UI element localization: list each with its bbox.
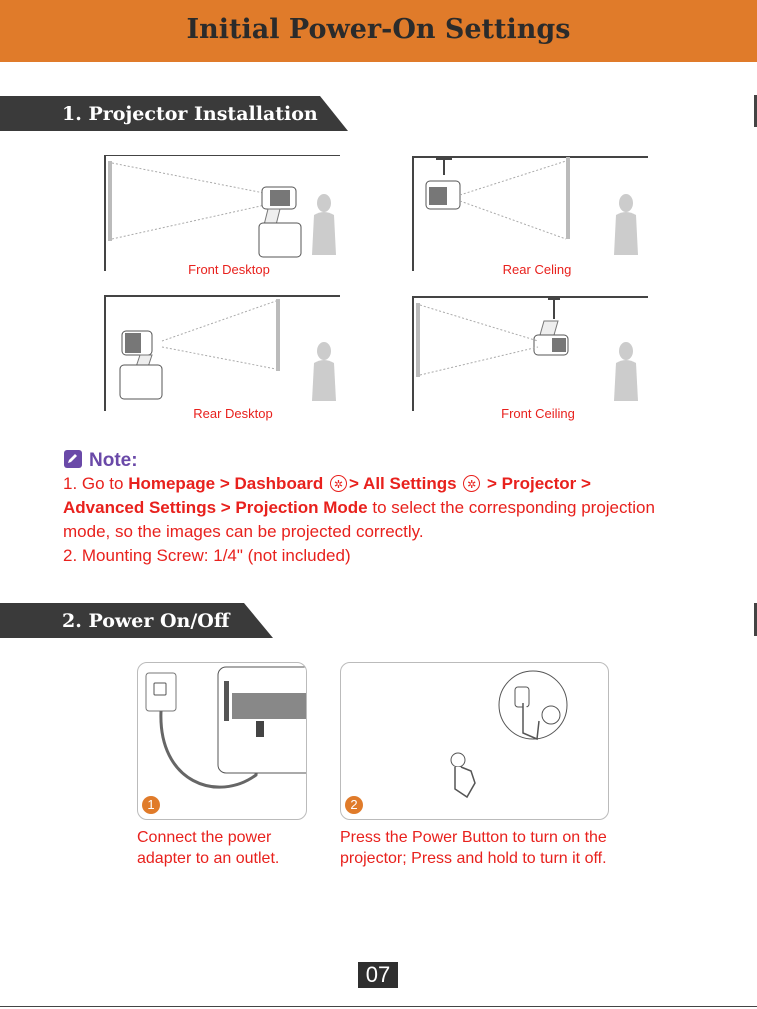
caption-front-ceiling: Front Ceiling [501,406,575,421]
note-body [63,472,663,568]
note-title-text: Note: [89,450,138,471]
settings-gear-icon [463,475,480,492]
note-text: to select the corresponding projection mode, so the images can be projected correctly. [63,498,655,541]
power-adapter-illustration [138,663,306,819]
note-item-1 [63,472,663,544]
page-title: Initial Power-On Settings [186,14,571,45]
note-edit-icon [63,449,83,469]
step-2-text: Press the Power Button to turn on the projector; Press and hold to turn it off. [340,829,607,867]
footer-line [0,1006,757,1007]
power-button-panel [340,662,609,820]
section-heading-label: 2. Power On/Off [62,610,230,632]
step-number-2: 2 [345,796,363,814]
power-button-illustration [341,663,608,819]
note-item-2: 2. Mounting Screw: 1/4" (not included) [63,546,351,565]
title-banner [0,0,757,62]
caption-front-desktop: Front Desktop [188,262,270,277]
front-ceiling-diagram [412,295,652,413]
section-heading-power [0,603,280,639]
menu-path-homepage: Homepage > Dashboard [128,474,324,493]
power-adapter-panel [137,662,307,820]
settings-gear-icon [330,475,347,492]
rear-desktop-diagram [104,295,344,413]
front-desktop-diagram [104,155,344,273]
step-1-text: Connect the power adapter to an outlet. [137,829,280,867]
rear-ceiling-diagram [412,155,652,273]
menu-path-projection-mode: Advanced Settings > Projection Mode [63,498,368,517]
note-title [63,449,138,472]
section-heading-installation [0,96,350,132]
page-number: 07 [358,962,398,988]
note-text: 1. Go to [63,474,129,493]
menu-path-projector: > Projector > [482,474,591,493]
caption-rear-desktop: Rear Desktop [193,406,273,421]
menu-path-all-settings: > All Settings [349,474,457,493]
section-heading-label: 1. Projector Installation [62,103,318,125]
caption-rear-ceiling: Rear Celing [502,262,572,277]
step-number-1: 1 [142,796,160,814]
